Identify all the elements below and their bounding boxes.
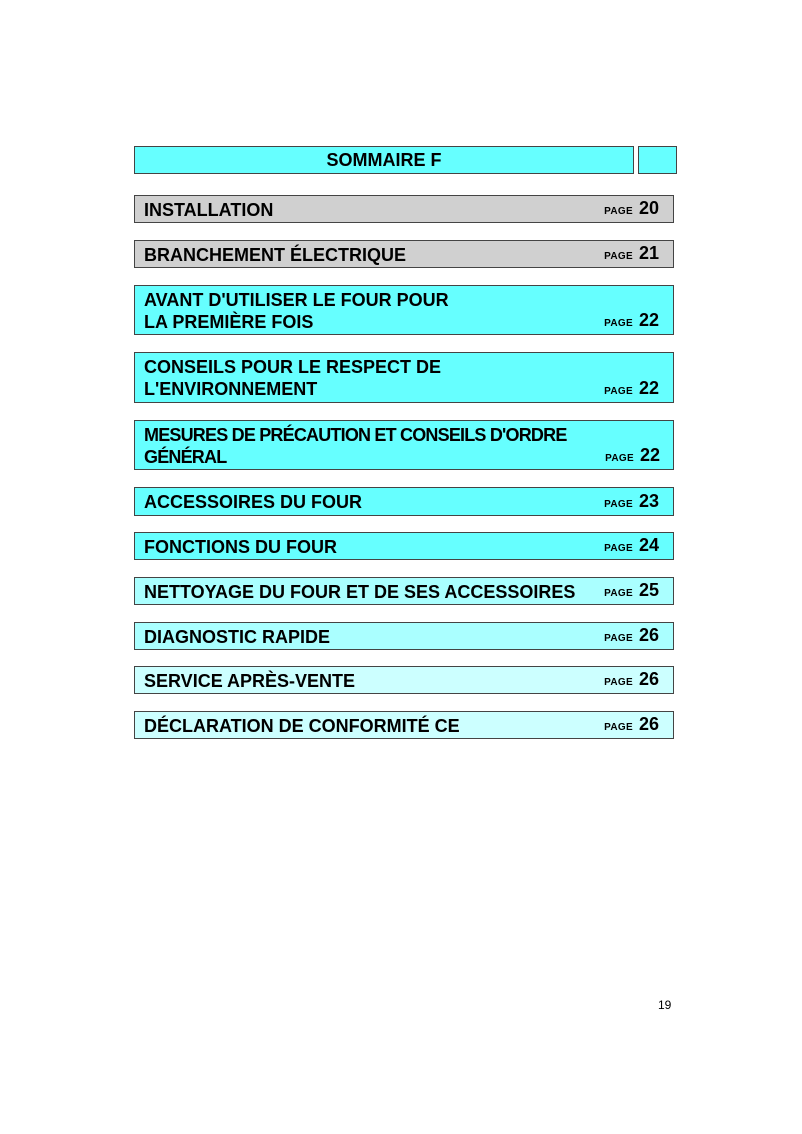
toc-page-ref: PAGE 22 <box>604 310 659 330</box>
toc-entry-label: BRANCHEMENT ÉLECTRIQUE <box>144 245 407 265</box>
toc-page-number: 22 <box>638 378 659 398</box>
toc-entry-environnement[interactable] <box>134 352 674 403</box>
toc-entry-precaution[interactable] <box>134 420 674 470</box>
toc-page-number: 24 <box>638 535 659 555</box>
toc-page-number: 23 <box>638 491 659 511</box>
toc-entry-diagnostic[interactable] <box>134 622 674 650</box>
toc-entry-label: ACCESSOIRES DU FOUR <box>144 492 363 512</box>
toc-entry-branchement[interactable] <box>134 240 674 268</box>
toc-entry-label-line2: GÉNÉRAL <box>144 447 227 467</box>
toc-entry-avant-utiliser[interactable] <box>134 285 674 335</box>
toc-page-number: 26 <box>638 669 659 689</box>
toc-page-number: 26 <box>638 625 659 645</box>
toc-page-ref: PAGE 25 <box>604 580 659 600</box>
toc-page-number: 26 <box>638 714 659 734</box>
toc-entry-label-line2: L'ENVIRONNEMENT <box>144 379 318 399</box>
toc-page-number: 25 <box>638 580 659 600</box>
toc-entry-label: NETTOYAGE DU FOUR ET DE SES ACCESSOIRES <box>144 582 576 602</box>
toc-page-ref: PAGE 23 <box>604 491 659 511</box>
toc-entry-label: FONCTIONS DU FOUR <box>144 537 337 557</box>
page-number: 19 <box>658 998 672 1012</box>
toc-page-ref: PAGE 20 <box>604 198 659 218</box>
toc-page-number: 21 <box>638 243 659 263</box>
toc-entry-label: CONSEILS POUR LE RESPECT DE <box>144 357 442 377</box>
toc-page-ref: PAGE 26 <box>604 714 659 734</box>
toc-page-ref: PAGE 26 <box>604 625 659 645</box>
toc-entry-accessoires[interactable] <box>134 487 674 516</box>
toc-entry-label: MESURES DE PRÉCAUTION ET CONSEILS D'ORDRE <box>144 425 567 445</box>
toc-page-ref: PAGE 24 <box>604 535 659 555</box>
toc-entry-label: AVANT D'UTILISER LE FOUR POUR <box>144 290 449 310</box>
toc-page-ref: PAGE 22 <box>604 378 659 398</box>
toc-entry-label: SERVICE APRÈS-VENTE <box>144 671 356 691</box>
toc-entry-nettoyage[interactable] <box>134 577 674 605</box>
toc-entry-fonctions[interactable] <box>134 532 674 560</box>
toc-entry-label: INSTALLATION <box>144 200 274 220</box>
toc-entry-label: DÉCLARATION DE CONFORMITÉ CE <box>144 716 460 736</box>
page-title <box>134 146 634 174</box>
toc-page-ref: PAGE 26 <box>604 669 659 689</box>
toc-page-number: 22 <box>638 310 659 330</box>
toc-page-number: 20 <box>638 198 659 218</box>
toc-entry-label-line2: LA PREMIÈRE FOIS <box>144 312 314 332</box>
toc-entry-installation[interactable] <box>134 195 674 223</box>
toc-entry-label: DIAGNOSTIC RAPIDE <box>144 627 331 647</box>
toc-page-ref: PAGE 21 <box>604 243 659 263</box>
toc-page-number: 22 <box>639 445 660 465</box>
toc-entry-service[interactable] <box>134 666 674 694</box>
toc-page-ref: PAGE 22 <box>605 445 660 465</box>
title-text: SOMMAIRE F <box>326 149 442 170</box>
toc-entry-declaration[interactable] <box>134 711 674 739</box>
title-side-box <box>638 146 677 174</box>
